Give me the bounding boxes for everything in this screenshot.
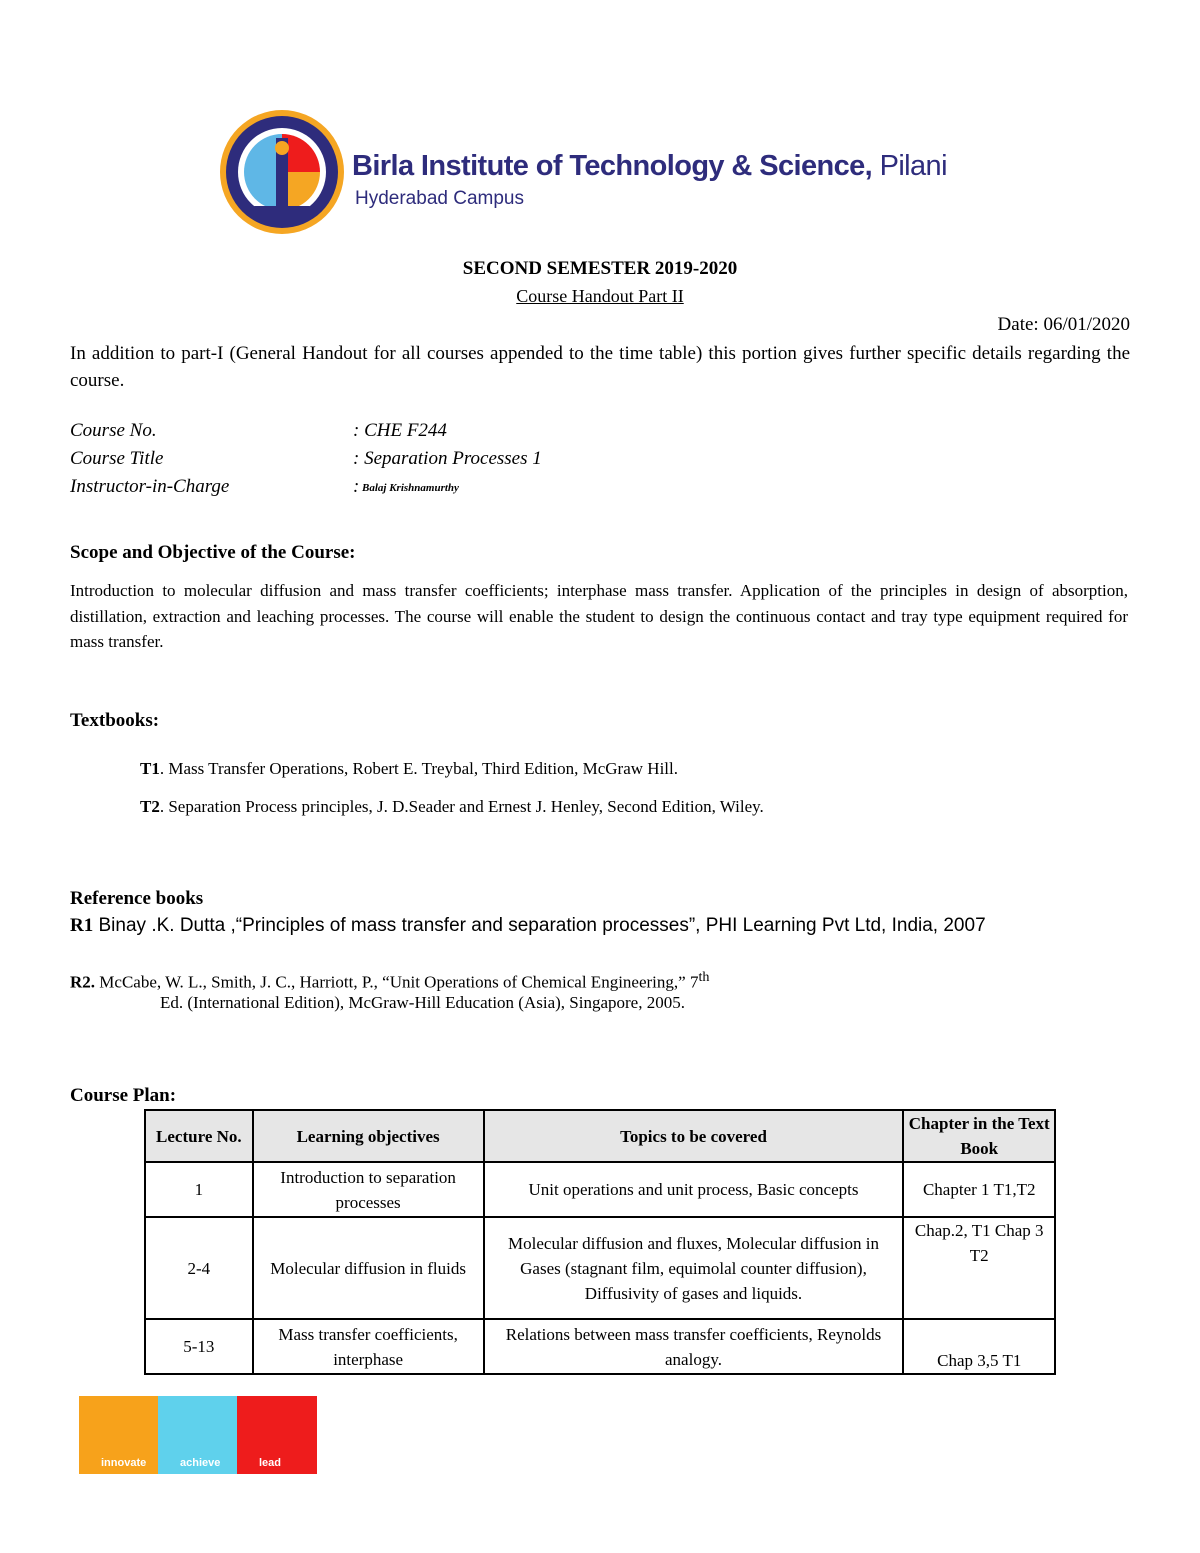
header-topics: Topics to be covered bbox=[484, 1110, 904, 1162]
handout-subtitle: Course Handout Part II bbox=[516, 286, 684, 306]
campus-name: Hyderabad Campus bbox=[355, 188, 524, 209]
footer-band-lead: lead bbox=[237, 1396, 317, 1474]
table-header-row bbox=[145, 1110, 1055, 1162]
reference-item-r2-continued: Ed. (International Edition), McGraw-Hill Education (Asia), Singapore, 2005. bbox=[160, 993, 685, 1012]
textbooks-heading: Textbooks: bbox=[70, 710, 160, 731]
document-date: Date: 06/01/2020 bbox=[997, 314, 1130, 335]
references-heading: Reference books bbox=[70, 888, 204, 909]
header-chapter: Chapter in the Text Book bbox=[903, 1110, 1055, 1162]
textbook-item: T1. Mass Transfer Operations, Robert E. Treybal, Third Edition, McGraw Hill. bbox=[140, 759, 678, 778]
institute-name: Birla Institute of Technology & Science, Pilani bbox=[352, 150, 947, 182]
header-objectives: Learning objectives bbox=[253, 1110, 484, 1162]
scope-paragraph: Introduction to molecular diffusion and mass transfer coefficients; interphase mass transfer. Application of the principles in design of absorption, distillation, extraction and leaching processes. The course will enable the student to design the continuous contact and tray type equipment required for mass transfer. bbox=[70, 581, 1128, 651]
table-row bbox=[145, 1217, 1055, 1319]
chapter-cell: Chapter 1 T1,T2 bbox=[903, 1162, 1055, 1217]
instructor-colon: : bbox=[353, 476, 360, 497]
lecture-cell: 5-13 bbox=[145, 1319, 253, 1374]
semester-title: SECOND SEMESTER 2019-2020 bbox=[462, 258, 738, 279]
footer-band-innovate: innovate bbox=[79, 1396, 158, 1474]
footer-band-achieve: achieve bbox=[158, 1396, 237, 1474]
objective-cell: Molecular diffusion in fluids bbox=[253, 1217, 484, 1319]
topics-cell: Unit operations and unit process, Basic concepts bbox=[484, 1162, 904, 1217]
lecture-cell: 1 bbox=[145, 1162, 253, 1217]
institute-logo bbox=[218, 108, 988, 258]
chapter-cell: Chap.2, T1 Chap 3 T2 bbox=[903, 1217, 1055, 1319]
table-row bbox=[145, 1162, 1055, 1217]
scope-heading: Scope and Objective of the Course: bbox=[70, 542, 356, 563]
course-plan-heading: Course Plan: bbox=[70, 1085, 177, 1106]
instructor-label: Instructor-in-Charge bbox=[70, 476, 230, 497]
course-title-label: Course Title bbox=[70, 448, 164, 469]
reference-item-r1: R1 Binay .K. Dutta ,“Principles of mass transfer and separation processes”, PHI Learning Pvt Ltd, India, 2007 bbox=[70, 915, 986, 936]
table-row bbox=[145, 1319, 1055, 1374]
textbook-item: T2. Separation Process principles, J. D.Seader and Ernest J. Henley, Second Edition, Wiley. bbox=[140, 797, 764, 816]
lecture-cell: 2-4 bbox=[145, 1217, 253, 1319]
course-plan-table bbox=[144, 1109, 1056, 1375]
course-no-label: Course No. bbox=[70, 420, 157, 441]
chapter-cell: Chap 3,5 T1 bbox=[903, 1319, 1055, 1374]
reference-item-r2: R2. McCabe, W. L., Smith, J. C., Harriott, P., “Unit Operations of Chemical Engineering,” 7th bbox=[70, 969, 710, 992]
course-title-value: : Separation Processes 1 bbox=[353, 448, 542, 469]
intro-paragraph: In addition to part-I (General Handout for all courses appended to the time table) this portion gives further specific details regarding the course. bbox=[70, 343, 1130, 391]
topics-cell: Molecular diffusion and fluxes, Molecular diffusion in Gases (stagnant film, equimolal counter diffusion), Diffusivity of gases and liquids. bbox=[484, 1217, 904, 1319]
header-lecture: Lecture No. bbox=[145, 1110, 253, 1162]
topics-cell: Relations between mass transfer coefficients, Reynolds analogy. bbox=[484, 1319, 904, 1374]
institute-seal-icon bbox=[218, 108, 346, 236]
objective-cell: Mass transfer coefficients, interphase bbox=[253, 1319, 484, 1374]
instructor-name: Balaj Krishnamurthy bbox=[362, 482, 459, 494]
footer-banner bbox=[79, 1396, 317, 1474]
course-no-value: : CHE F244 bbox=[353, 420, 447, 441]
objective-cell: Introduction to separation processes bbox=[253, 1162, 484, 1217]
